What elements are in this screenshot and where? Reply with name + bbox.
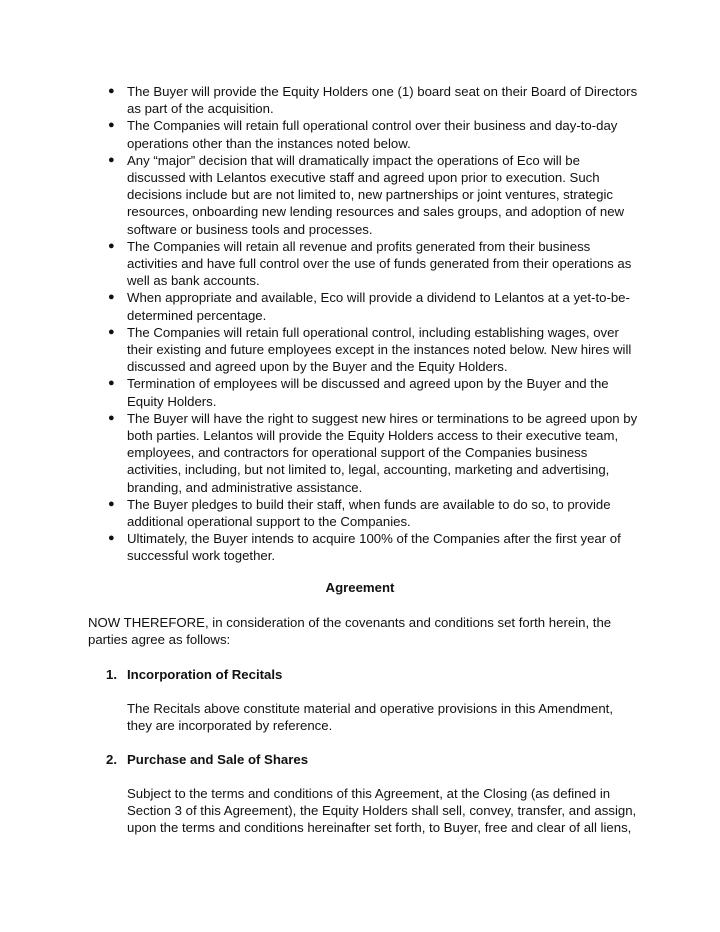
section-heading-recitals [106, 666, 282, 683]
bullet-item [108, 152, 638, 238]
section-title: Incorporation of Recitals [127, 667, 283, 682]
bullet-text: The Buyer will have the right to suggest new hires or terminations to be agreed upon by both parties. Lelantos will provide the Equity Holders access to their executive team, employees, and contractors for operational support of the Companies business activities, including, but not limited to, legal, accounting, marketing and advertising, branding, and administrative assistance. [127, 410, 638, 495]
bullet-dot: ● [108, 532, 115, 545]
bullet-text: When appropriate and available, Eco will provide a dividend to Lelantos at a yet-to-be-determined percentage. [127, 290, 630, 323]
bullet-text: Termination of employees will be discussed and agreed upon by the Buyer and the Equity Holders. [127, 376, 609, 409]
bullet-text: The Companies will retain full operational control, including establishing wages, over their existing and future employees except in the instances noted below. New hires will discussed and agreed upon by the Buyer and the Equity Holders. [127, 324, 632, 375]
bullet-dot: ● [108, 239, 115, 252]
bullet-dot: ● [108, 153, 115, 166]
agreement-heading: Agreement [325, 580, 395, 595]
bullet-dot: ● [108, 119, 115, 132]
section-body-recitals: The Recitals above constitute material and operative provisions in this Amendment, they are incorporated by reference. [127, 701, 613, 734]
bullet-dot: ● [108, 325, 115, 338]
bullet-item [108, 410, 638, 496]
section-number: 1. [106, 667, 117, 682]
terms-bullet-list [108, 83, 638, 565]
section-number: 2. [106, 752, 117, 767]
section-heading-purchase [106, 751, 308, 768]
bullet-text: Any “major” decision that will dramatically impact the operations of Eco will be discussed with Lelantos executive staff and agreed upon prior to execution. Such decisions include but are not limited to, new partnerships or joint ventures, strategic resources, onboarding new lending resources and sales groups, and adoption of new software or business tools and processes. [127, 152, 625, 237]
bullet-dot: ● [108, 291, 115, 304]
bullet-dot: ● [108, 377, 115, 390]
section-title: Purchase and Sale of Shares [127, 752, 309, 767]
bullet-item [108, 117, 638, 151]
bullet-text: The Buyer will provide the Equity Holders one (1) board seat on their Board of Directors as part of the acquisition. [127, 84, 638, 117]
bullet-text: The Companies will retain all revenue and profits generated from their business activities and have full control over the use of funds generated from their operations as well as bank accounts. [127, 238, 632, 289]
bullet-item [108, 238, 638, 290]
bullet-item [108, 530, 638, 564]
bullet-item [108, 375, 638, 409]
bullet-dot: ● [108, 85, 115, 97]
bullet-dot: ● [108, 497, 115, 510]
bullet-item [108, 289, 638, 323]
bullet-item [108, 324, 638, 376]
bullet-dot: ● [108, 411, 115, 424]
bullet-text: The Buyer pledges to build their staff, when funds are available to do so, to provide additional operational support to the Companies. [127, 496, 611, 530]
bullet-text: Ultimately, the Buyer intends to acquire 100% of the Companies after the first year of successful work together. [127, 531, 621, 564]
intro-paragraph: NOW THEREFORE, in consideration of the covenants and conditions set forth herein, the parties agree as follows: [88, 615, 612, 648]
bullet-item [108, 83, 638, 117]
bullet-item [108, 496, 638, 530]
section-body-purchase: Subject to the terms and conditions of this Agreement, at the Closing (as defined in Section 3 of this Agreement), the Equity Holders shall sell, convey, transfer, and assign, upon the terms and conditions hereinafter set forth, to Buyer, free and clear of all liens, [127, 786, 637, 836]
bullet-text: The Companies will retain full operational control over their business and day-to-day operations other than the instances noted below. [127, 118, 618, 151]
